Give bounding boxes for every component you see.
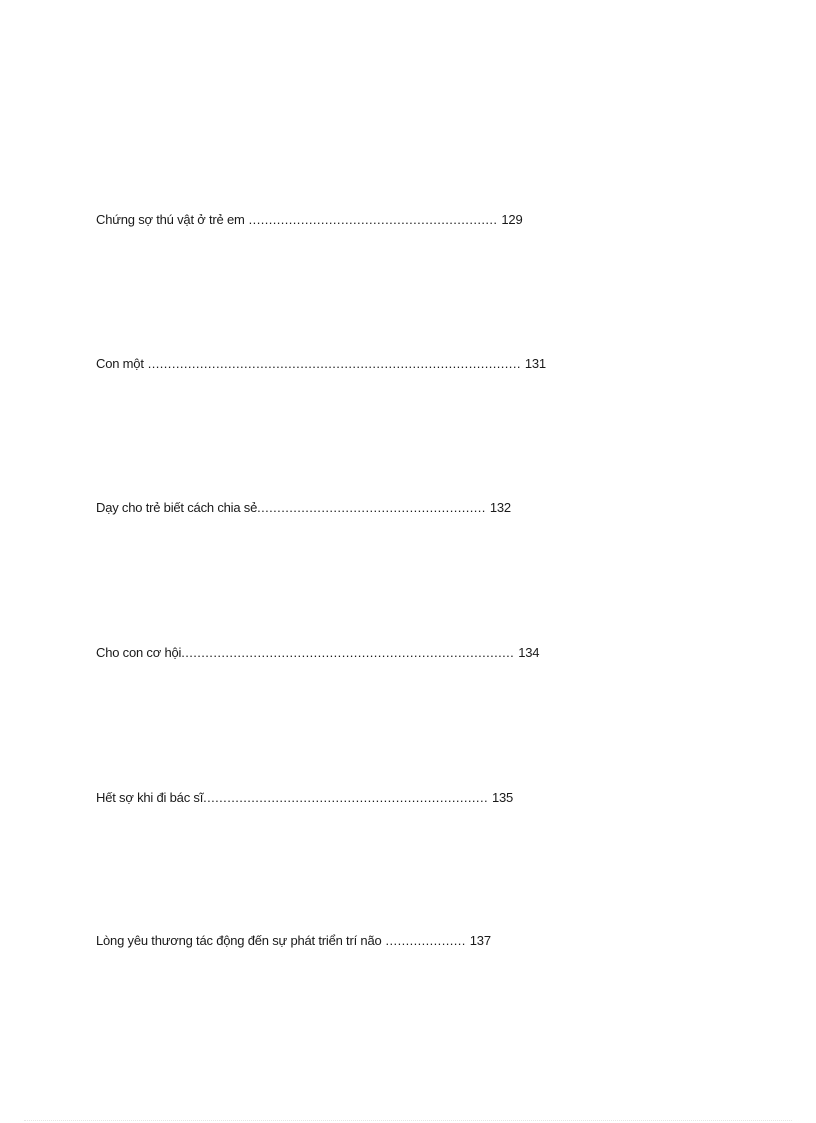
toc-entry-page-number: 137	[469, 933, 491, 948]
toc-entry-leader: ..............................................................	[244, 212, 498, 227]
toc-entry-leader: .............................................................................................	[143, 356, 521, 371]
toc-entry-leader: .........................................................	[257, 500, 486, 515]
toc-entry[interactable]	[96, 212, 523, 228]
toc-entry-leader: .......................................................................	[203, 790, 488, 805]
toc-entry-page-number: 132	[489, 500, 511, 515]
toc-entry-page-number: 135	[491, 790, 514, 805]
toc-entry-page-number: 131	[524, 356, 546, 371]
toc-entry-leader: ...................................................................................	[181, 645, 515, 660]
toc-entry[interactable]	[96, 356, 546, 372]
toc-entry-page-number: 134	[518, 645, 540, 660]
toc-entry-title: Chứng sợ thú vật ở trẻ em	[96, 212, 245, 227]
toc-entry[interactable]	[96, 790, 513, 806]
toc-entry-leader: ....................	[381, 933, 466, 948]
toc-entry-title: Cho con cơ hội	[96, 645, 182, 660]
toc-entry[interactable]	[96, 500, 511, 516]
toc-entry[interactable]	[96, 933, 491, 949]
toc-entry-title: Dạy cho trẻ biết cách chia sẻ	[96, 500, 258, 515]
toc-entry[interactable]	[96, 645, 539, 661]
toc-entry-title: Con một	[96, 356, 144, 371]
toc-entry-title: Hết sợ khi đi bác sĩ	[96, 790, 204, 805]
page-bottom-divider	[24, 1120, 792, 1121]
toc-entry-title: Lòng yêu thương tác động đến sự phát triển trí não	[96, 933, 382, 948]
toc-entry-page-number: 129	[501, 212, 523, 227]
